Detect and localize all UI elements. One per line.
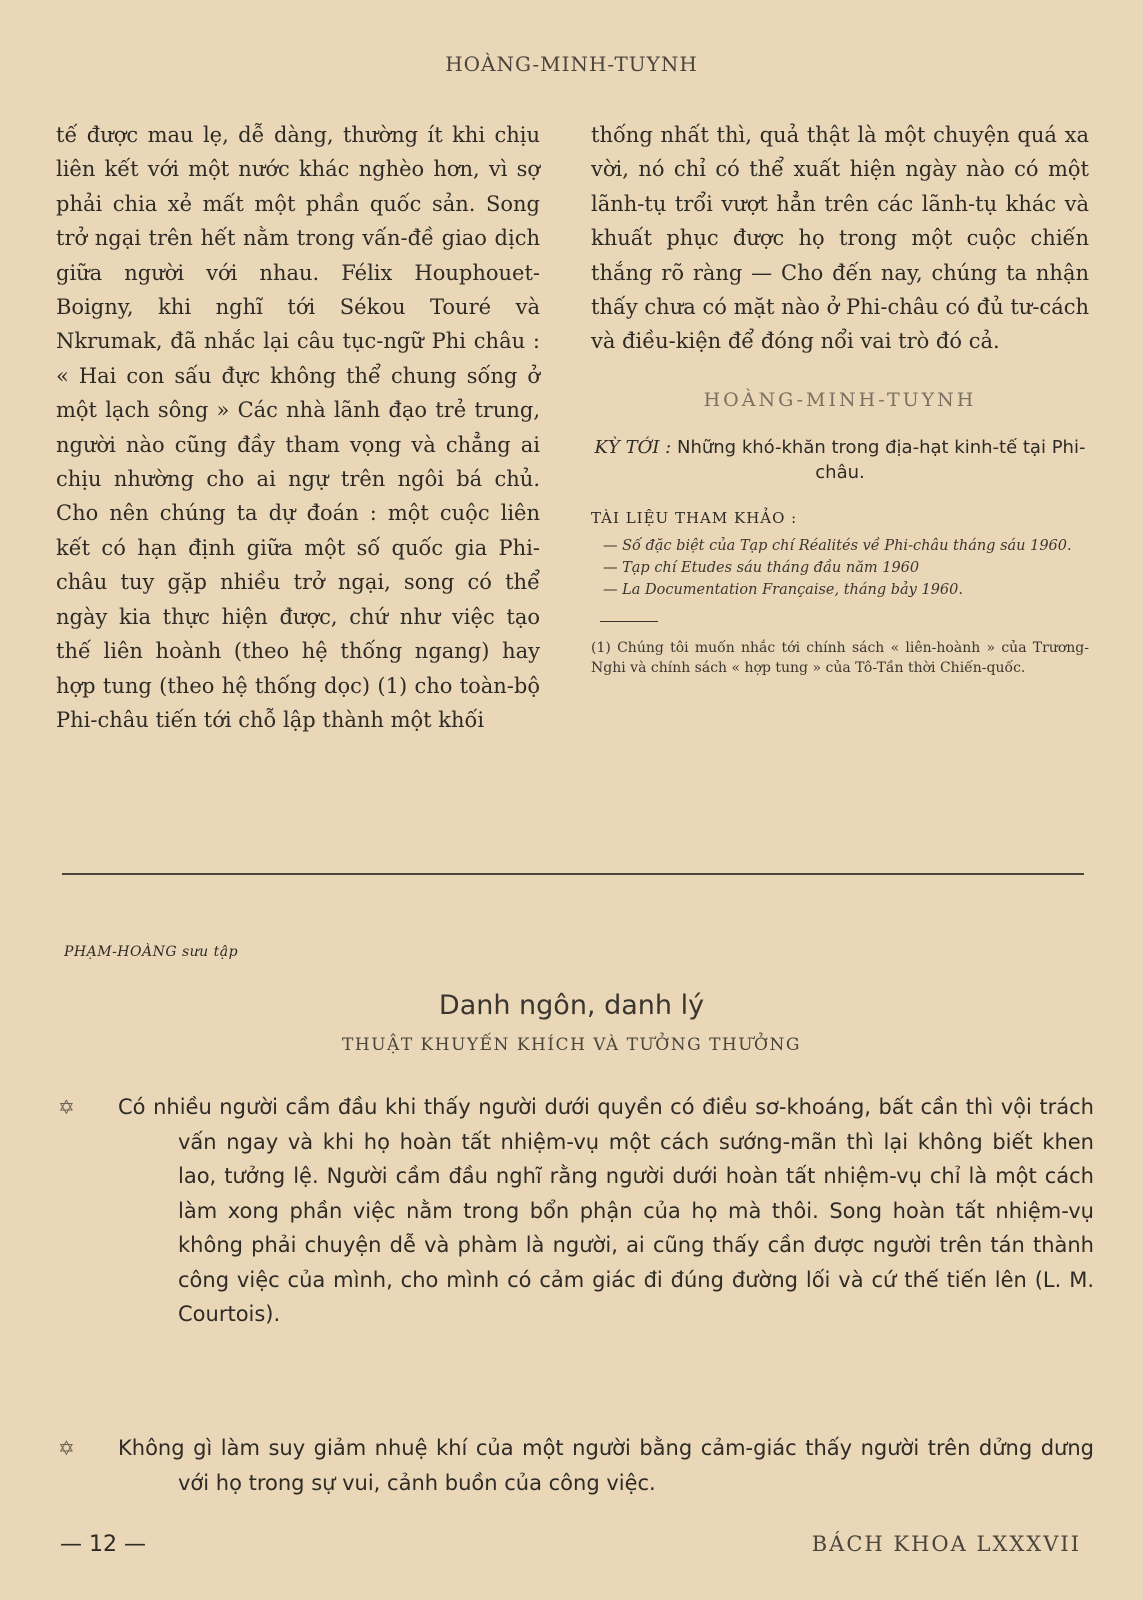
reference-item: — Tạp chí Etudes sáu tháng đầu năm 1960 (603, 560, 920, 577)
section-subtitle: THUẬT KHUYẾN KHÍCH VÀ TƯỞNG THƯỞNG (342, 1035, 801, 1055)
next-issue-label: KỲ TỚI : (594, 437, 672, 459)
footnote: (1) Chúng tôi muốn nhắc tới chính sách « liên-hoành » của Trương-Nghi và chính sách « hợp tung » của Tô-Tần thời Chiến-quốc. (591, 640, 1089, 677)
article-right-column (591, 118, 1089, 678)
article-paragraph-continued: thống nhất thì, quả thật là một chuyện quá xa vời, nó chỉ có thể xuất hiện ngày nào có một lãnh-tụ trổi vượt hẳn trên các lãnh-tụ khác và khuất phục được họ trong một cuộc chiến thắng rõ ràng — Cho đến nay, chúng ta nhận thấy chưa có mặt nào ở Phi-châu có đủ tư-cách và điều-kiện để đóng nổi vai trò đó cả. (591, 123, 1089, 354)
next-issue-text: Những khó-khăn trong địa-hạt kinh-tế tại Phi-châu. (676, 437, 1086, 484)
article-left-column (56, 118, 540, 737)
next-issue-note (591, 435, 1089, 485)
quote-text: Không gì làm suy giảm nhuệ khí của một người bằng cảm-giác thấy người trên dửng dưng với họ trong sự vui, cảnh buồn của công việc. (118, 1436, 1094, 1495)
page-number: — 12 — (60, 1532, 146, 1557)
article-paragraph: tế được mau lẹ, dễ dàng, thường ít khi chịu liên kết với một nước khác nghèo hơn, vì sợ phải chia xẻ mất một phần quốc sản. Song trở ngại trên hết nằm trong vấn-đề giao dịch giữa người với nhau. Félix Houphouet-Boigny, khi nghĩ tới Sékou Touré và Nkrumak, đã nhắc lại câu tục-ngữ Phi châu : « Hai con sấu đực không thể chung sống ở một lạch sông » Các nhà lãnh đạo trẻ trung, người nào cũng đầy tham vọng và chẳng ai chịu nhường cho ai ngự trên ngôi bá chủ. Cho nên chúng ta dự đoán : một cuộc liên kết có hạn định giữa một số quốc gia Phi-châu tuy gặp nhiều trở ngại, song có thể ngày kia thực hiện được, chứ như việc tạo thế liên hoành (theo hệ thống ngang) hay hợp tung (theo hệ thống dọc) (1) cho toàn-bộ Phi-châu tiến tới chỗ lập thành một khối (56, 123, 540, 732)
star-icon: ✡ (58, 1436, 75, 1460)
section-title: Danh ngôn, danh lý (438, 990, 705, 1021)
quote-item (58, 1090, 1094, 1332)
reference-item: — Số đặc biệt của Tạp chí Réalités về Phi-châu tháng sáu 1960. (603, 538, 1072, 555)
references-title: TÀI LIỆU THAM KHẢO : (591, 509, 798, 528)
section-divider (62, 873, 1084, 875)
star-icon: ✡ (58, 1095, 75, 1119)
quote-item (58, 1431, 1094, 1500)
running-header: HOÀNG-MINH-TUYNH (445, 52, 698, 76)
section-compiler: PHẠM-HOÀNG sưu tập (64, 944, 239, 960)
footnote-divider (600, 621, 658, 622)
references (591, 507, 1089, 601)
quote-text: Có nhiều người cầm đầu khi thấy người dưới quyền có điều sơ-khoáng, bất cần thì vội trách vấn ngay và khi họ hoàn tất nhiệm-vụ một cách sướng-mãn thì lại không biết khen lao, tưởng lệ. Người cầm đầu nghĩ rằng người dưới hoàn tất nhiệm-vụ chỉ là một cách làm xong phần việc nằm trong bổn phận của họ mà thôi. Song hoàn tất nhiệm-vụ không phải chuyện dễ và phàm là người, ai cũng thấy cần được người trên tán thành công việc của mình, cho mình có cảm giác đi đúng đường lối và cứ thế tiến lên (L. M. Courtois). (118, 1095, 1094, 1326)
author-signature: HOÀNG-MINH-TUYNH (703, 388, 977, 411)
magazine-name: BÁCH KHOA LXXXVII (811, 1532, 1081, 1556)
references-list (591, 535, 1089, 601)
reference-item: — La Documentation Française, tháng bảy 1960. (603, 582, 963, 599)
